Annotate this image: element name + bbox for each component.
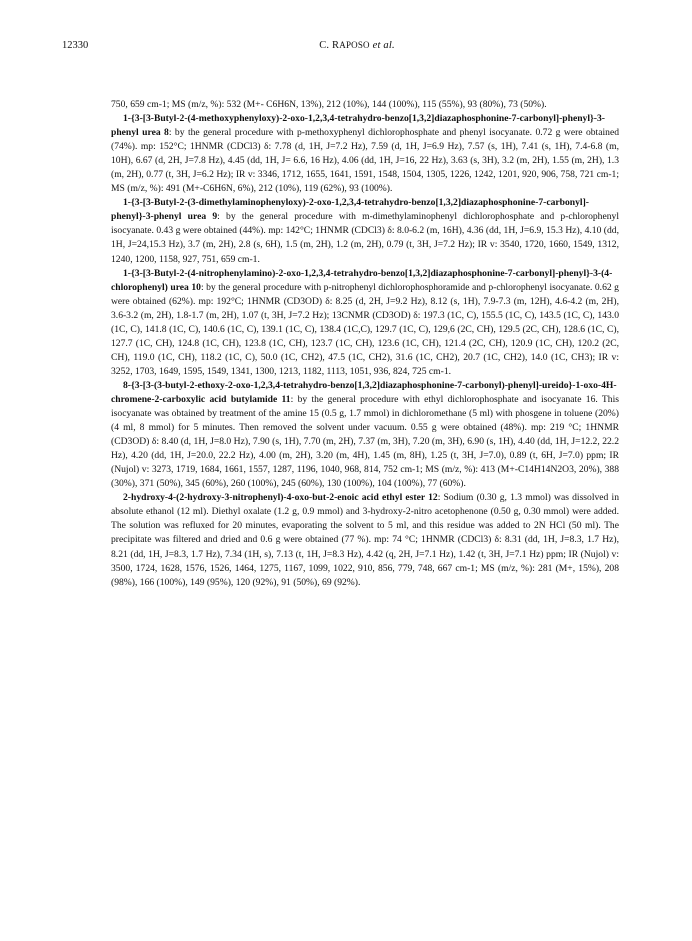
page-header [62,40,652,56]
compound-10-paragraph [111,267,619,379]
compound-title: 1-{3-[3-Butyl-2-(3-dimethylaminophenyloxy)-2-oxo-1,2,3,4-tetrahydro-benzo[1,3,2]diazaphosphonine-7-carbonyl]-phenyl}-3-phenyl urea 9 [111,197,589,223]
page-number: 12330 [62,40,89,51]
author-surname: APOSO [339,40,370,50]
compound-8-paragraph [111,112,619,196]
paragraph-continuation [111,98,619,112]
compound-title: 1-{3-[3-Butyl-2-(4-methoxyphenyloxy)-2-oxo-1,2,3,4-tetrahydro-benzo[1,3,2]diazaphosphonine-7-carbonyl]-phenyl}-3-phenyl urea 8 [111,113,605,139]
compound-11-paragraph [111,379,619,491]
paragraph-text: : by the general procedure with m-dimethylaminophenyl dichlorophosphate and p-chlorophenyl isocyanate. 0.43 g were obtained (44%). mp: 142°C; 1HNMR (CDCl3) δ: 8.0-6.2 (m, 16H), 4.36 (dd, 1H, J=6.9, 15.3 Hz), 4.10 (dd, 1H, J=24,15.3 Hz), 3.7 (m, 2H), 2.8 (s, 6H), 1.5 (m, 2H), 1.2 (m, 2H), 0.79 (t, 3H, J=7.2 Hz); IR v: 3540, 1720, 1660, 1549, 1312, 1240, 1200, 1158, 927, 751, 659 cm-1. [111,211,619,265]
compound-title: 8-{3-[3-(3-butyl-2-ethoxy-2-oxo-1,2,3,4-tetrahydro-benzo[1,3,2]diazaphosphonine-7-carbonyl)-phenyl]-ureido}-1-oxo-4H-chromene-2-carboxylic acid butylamide 11 [111,379,617,405]
paragraph-text: : by the general procedure with ethyl dichlorophosphate and isocyanate 16. This isocyanate was obtained by treatment of the amine 15 (0.5 g, 1.7 mmol) in dichloromethane (5 ml) with phosgene in toluene (20%) (4 ml, 8 mmol) for 5 minutes. Then removed the solvent under vacuum. 0.55 g were obtained (48%). mp: 219 °C; 1HNMR (CD3OD) δ: 8.40 (d, 1H, J=8.0 Hz), 7.90 (s, 1H), 7.70 (m, 2H), 7.37 (m, 3H), 7.20 (m, 3H), 6.90 (s, 1H), 4.40 (dd, 1H, J=12.2, 22.2 Hz), 4.20 (dd, 1H, J=20.0, 22.2 Hz), 4.00 (m, 2H), 3.20 (m, 4H), 1.45 (m, 8H), 1.25 (t, 3H, J=7.0), 0.89 (t, 6H, J=7.0) ppm; IR (Nujol) v: 3273, 1719, 1684, 1661, 1557, 1287, 1196, 1040, 968, 814, 752 cm-1; MS (m/z, %): 413 (M+-C14H14N2O3, 20%), 388 (30%), 371 (50%), 345 (60%), 260 (100%), 245 (60%), 130 (100%), 104 (100%), 77 (60%). [111,393,619,490]
author-suffix: et al. [369,40,395,51]
paragraph-text: : Sodium (0.30 g, 1.3 mmol) was dissolved in absolute ethanol (12 ml). Diethyl oxalate (1.2 g, 0.9 mmol) and 3-hydroxy-2-nitro acetophenone (0.50 g, 0.30 mmol) were added. The solution was refluxed for 20 minutes, evaporating the solvent to 5 ml, and this residue was added to 2N HCl (50 ml). The precipitate was filtered and dried and 0.6 g were obtained (77 %). mp: 74 °C; 1HNMR (CDCl3) δ: 8.31 (dd, 1H, J=8.3, 1.7 Hz), 8.21 (dd, 1H, J=8.3, 1.7 Hz), 7.34 (1H, s), 7.13 (t, 1H, J=8.3 Hz), 4.42 (q, 2H, J=7.1 Hz), 1.42 (t, 3H, J=7.1 Hz) ppm; IR (Nujol) v: 3500, 1724, 1628, 1576, 1526, 1464, 1275, 1167, 1099, 1022, 910, 856, 779, 748, 667 cm-1; MS (m/z, %): 281 (M+, 15%), 208 (98%), 166 (100%), 149 (95%), 120 (92%), 91 (50%), 69 (92%). [111,492,619,588]
running-title [62,40,652,51]
paragraph-text: 750, 659 cm-1; MS (m/z, %): 532 (M+- C6H6N, 13%), 212 (10%), 144 (100%), 115 (55%), 93 (80%), 73 (50%). [111,99,547,110]
article-body [111,98,619,590]
author-initial: C. R [319,40,340,51]
compound-title: 2-hydroxy-4-(2-hydroxy-3-nitrophenyl)-4-oxo-but-2-enoic acid ethyl ester 12 [123,492,438,504]
compound-12-paragraph [111,491,619,589]
compound-title: 1-{3-[3-Butyl-2-(4-nitrophenylamino)-2-oxo-1,2,3,4-tetrahydro-benzo[1,3,2]diazaphosphonine-7-carbonyl]-phenyl}-3-(4-chlorophenyl) urea 10 [111,267,613,293]
paragraph-text: : by the general procedure with p-methoxyphenyl dichlorophosphate and phenyl isocyanate. 0.72 g were obtained (74%). mp: 152°C; 1HNMR (CDCl3) δ: 7.78 (d, 1H, J=7.2 Hz), 7.59 (d, 1H, J=6.9 Hz), 7.57 (s, 1H), 7.41 (s, 1H), 7.4-6.8 (m, 10H), 6.67 (d, 2H, J=7.8 Hz), 4.45 (dd, 1H, J= 6.6, 16 Hz), 4.06 (dd, 1H, J=16, 22 Hz), 3.63 (s, 3H), 3.2 (m, 2H), 1.55 (m, 2H), 1.3 (m, 2H), 0.77 (t, 3H, J=6.2 Hz); IR v: 3346, 1712, 1655, 1641, 1591, 1548, 1504, 1305, 1226, 1242, 1201, 920, 906, 758, 721 cm-1; MS (m/z, %): 491 (M+-C6H6N, 6%), 212 (10%), 119 (62%), 93 (100%). [111,127,619,195]
paragraph-text: : by the general procedure with p-nitrophenyl dichlorophosphoramide and p-chlorophenyl isocyanate. 0.62 g were obtained (62%). mp: 192°C; 1HNMR (CD3OD) δ: 8.25 (d, 2H, J=9.2 Hz), 8.12 (s, 1H), 7.9-7.3 (m, 12H), 4.6-4.2 (m, 2H), 3.6-3.2 (m, 2H), 1.8-1.7 (m, 2H), 1.07 (t, 3H, J=7.2 Hz); 13CNMR (CD3OD) δ: 197.3 (1C, C), 155.5 (1C, C), 143.5 (1C, C), 143.0 (1C, C), 141.8 (1C, C), 140.6 (1C, C), 139.1 (1C, C), 138.4 (1C,C), 129.7 (1C, C), 129,6 (2C, CH), 129.5 (2C, CH), 128.6 (1C, C), 127.7 (1C, CH), 124.8 (1C, CH), 123.8 (1C, CH), 123.7 (1C, CH), 123.6 (1C, CH), 121.4 (2C, CH), 120.9 (1C, CH), 120.2 (2C, CH), 119.0 (1C, CH), 118.2 (1C, C), 50.0 (1C, CH2), 47.5 (1C, CH2), 31.6 (1C, CH2), 20.7 (1C, CH2), 14.0 (1C, CH3); IR v: 3252, 1703, 1649, 1595, 1549, 1341, 1300, 1213, 1182, 1113, 1051, 936, 824, 725 cm-1. [111,281,619,377]
compound-9-paragraph [111,196,619,266]
